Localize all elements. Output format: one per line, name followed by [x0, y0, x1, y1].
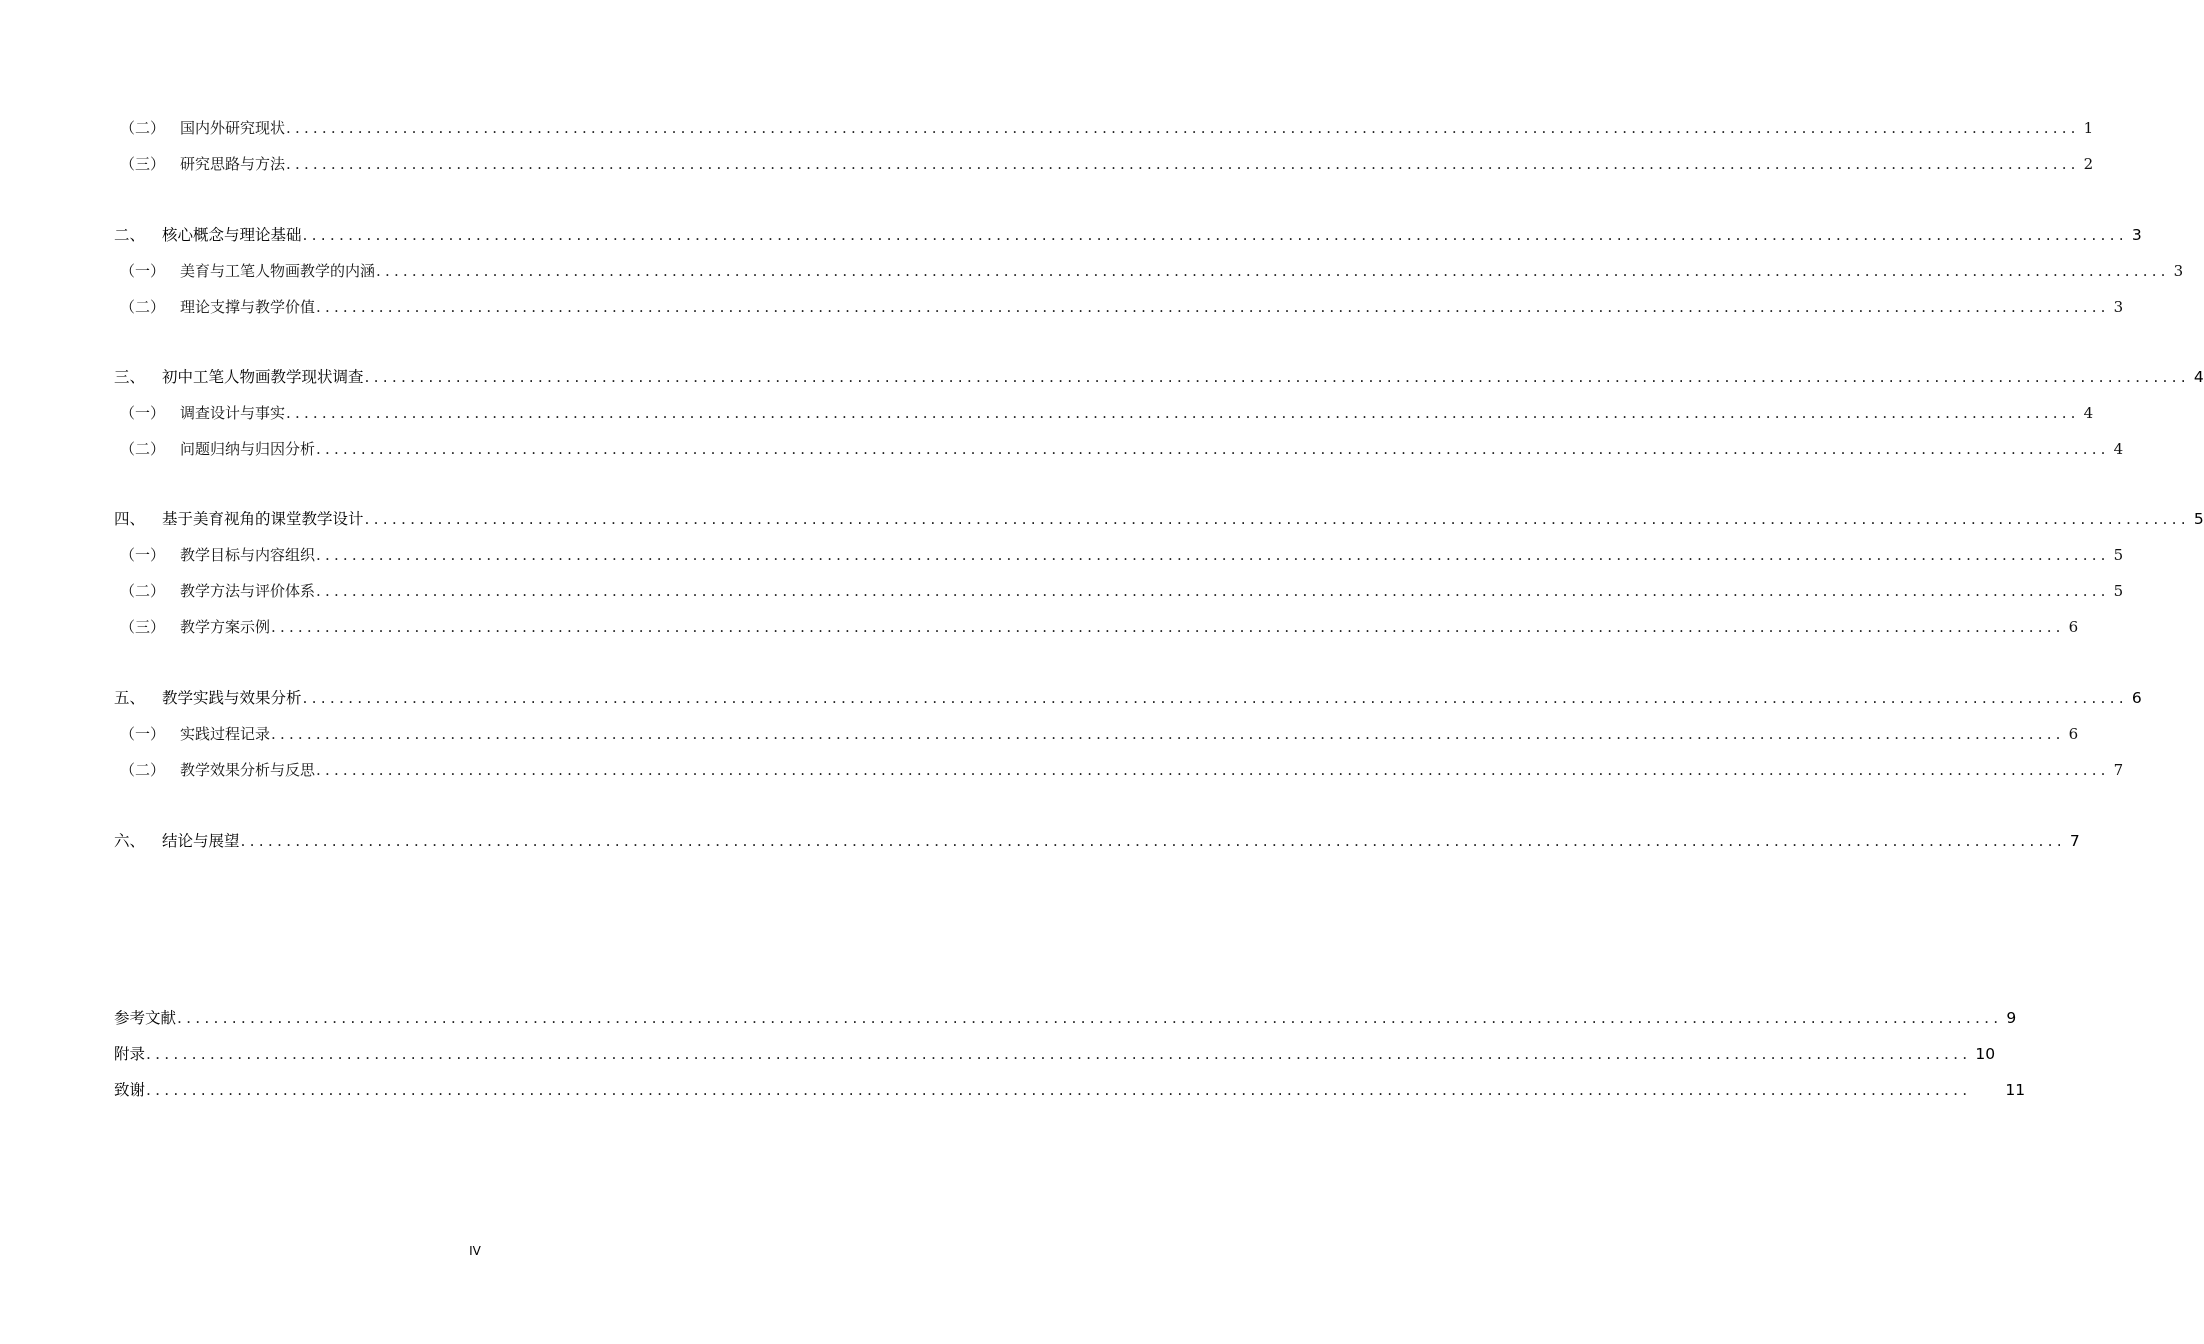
toc-entry-4-3[interactable] — [114, 615, 2079, 639]
toc-page-number: 10 — [1975, 1045, 1996, 1063]
toc-title: 初中工笔人物画教学现状调查 — [162, 368, 364, 386]
toc-number: （三） — [120, 618, 166, 636]
toc-page-number: 1 — [2083, 119, 2094, 137]
toc-title: 研究思路与方法 — [180, 155, 286, 173]
toc-number: （一） — [120, 262, 166, 280]
toc-title: 核心概念与理论基础 — [162, 226, 302, 244]
toc-leader: ........................................................................................................................................................................................................ — [146, 1081, 1972, 1099]
toc-entry-appendix[interactable] — [114, 1042, 1996, 1066]
toc-number: （一） — [120, 725, 166, 743]
toc-title: 调查设计与事实 — [180, 404, 286, 422]
toc-title: 致谢 — [114, 1081, 146, 1099]
toc-number: （二） — [120, 119, 166, 137]
toc-entry-research-methods[interactable] — [114, 152, 2094, 176]
toc-leader: ........................................................................................................................................................................................................ — [364, 368, 2190, 386]
toc-number: （二） — [120, 298, 166, 316]
toc-number: 二、 — [114, 226, 146, 244]
toc-number: 五、 — [114, 689, 146, 707]
toc-leader: ........................................................................................................................................................................................................ — [177, 1009, 2003, 1027]
toc-entry-chapter-2[interactable] — [114, 223, 2142, 247]
toc-page-number: 3 — [2173, 262, 2184, 280]
toc-entry-domestic-research[interactable] — [114, 116, 2094, 140]
toc-entry-chapter-6[interactable] — [114, 829, 2080, 853]
toc-title: 国内外研究现状 — [180, 119, 286, 137]
toc-title: 教学方法与评价体系 — [180, 582, 316, 600]
toc-leader: ........................................................................................................................................................................................................ — [271, 618, 2065, 636]
toc-number: （三） — [120, 155, 166, 173]
toc-page-number: 5 — [2113, 582, 2124, 600]
toc-number: （一） — [120, 546, 166, 564]
toc-leader: ........................................................................................................................................................................................................ — [302, 689, 2128, 707]
toc-entry-5-1[interactable] — [114, 722, 2079, 746]
toc-page-number: 11 — [2005, 1081, 2026, 1099]
toc-number: 四、 — [114, 510, 146, 528]
toc-title: 美育与工笔人物画教学的内涵 — [180, 262, 376, 280]
toc-page-number: 9 — [2006, 1009, 2017, 1027]
toc-number: 六、 — [114, 832, 146, 850]
toc-page-number: 3 — [2113, 298, 2124, 316]
toc-leader: ........................................................................................................................................................................................................ — [364, 510, 2190, 528]
toc-page-number: 7 — [2113, 761, 2124, 779]
toc-page-number: 4 — [2083, 404, 2094, 422]
toc-title: 教学实践与效果分析 — [162, 689, 302, 707]
toc-number: （一） — [120, 404, 166, 422]
toc-entry-3-2[interactable] — [114, 437, 2124, 461]
toc-title: 实践过程记录 — [180, 725, 271, 743]
toc-page-number: 4 — [2193, 368, 2204, 386]
toc-title: 附录 — [114, 1045, 146, 1063]
toc-title: 理论支撑与教学价值 — [180, 298, 316, 316]
toc-entry-chapter-3[interactable] — [114, 365, 2204, 389]
toc-page-number: 7 — [2069, 832, 2080, 850]
toc-leader: ........................................................................................................................................................................................................ — [146, 1045, 1972, 1063]
toc-number: （二） — [120, 761, 166, 779]
toc-title: 教学目标与内容组织 — [180, 546, 316, 564]
toc-leader: ........................................................................................................................................................................................................ — [286, 119, 2080, 137]
toc-entry-chapter-5[interactable] — [114, 686, 2142, 710]
toc-page-number: 6 — [2068, 725, 2079, 743]
toc-leader: ........................................................................................................................................................................................................ — [316, 582, 2110, 600]
toc-leader: ........................................................................................................................................................................................................ — [316, 761, 2110, 779]
toc-leader: ........................................................................................................................................................................................................ — [316, 440, 2110, 458]
toc-entry-acknowledgements[interactable] — [114, 1078, 2026, 1102]
toc-entry-chapter-4[interactable] — [114, 507, 2204, 531]
page-footer-number: IV — [469, 1244, 481, 1258]
toc-number: 三、 — [114, 368, 146, 386]
toc-entry-references[interactable] — [114, 1006, 2017, 1030]
toc-page-number: 2 — [2083, 155, 2094, 173]
toc-leader: ........................................................................................................................................................................................................ — [286, 155, 2080, 173]
toc-page-number: 5 — [2193, 510, 2204, 528]
toc-leader: ........................................................................................................................................................................................................ — [240, 832, 2066, 850]
toc-title: 参考文献 — [114, 1009, 177, 1027]
toc-number: （二） — [120, 440, 166, 458]
toc-title: 教学效果分析与反思 — [180, 761, 316, 779]
toc-leader: ........................................................................................................................................................................................................ — [376, 262, 2170, 280]
toc-leader: ........................................................................................................................................................................................................ — [316, 298, 2110, 316]
toc-leader: ........................................................................................................................................................................................................ — [271, 725, 2065, 743]
toc-leader: ........................................................................................................................................................................................................ — [286, 404, 2080, 422]
toc-leader: ........................................................................................................................................................................................................ — [316, 546, 2110, 564]
toc-page-number: 6 — [2068, 618, 2079, 636]
toc-entry-2-1[interactable] — [114, 259, 2184, 283]
toc-entry-5-2[interactable] — [114, 758, 2124, 782]
toc-entry-4-1[interactable] — [114, 543, 2124, 567]
toc-page-number: 5 — [2113, 546, 2124, 564]
toc-entry-2-2[interactable] — [114, 295, 2124, 319]
toc-title: 结论与展望 — [162, 832, 240, 850]
toc-entry-4-2[interactable] — [114, 579, 2124, 603]
toc-entry-3-1[interactable] — [114, 401, 2094, 425]
toc-page-number: 3 — [2131, 226, 2142, 244]
toc-page-number: 4 — [2113, 440, 2124, 458]
toc-title: 教学方案示例 — [180, 618, 271, 636]
toc-leader: ........................................................................................................................................................................................................ — [302, 226, 2128, 244]
toc-title: 基于美育视角的课堂教学设计 — [162, 510, 364, 528]
toc-number: （二） — [120, 582, 166, 600]
toc-title: 问题归纳与归因分析 — [180, 440, 316, 458]
toc-page-number: 6 — [2131, 689, 2142, 707]
